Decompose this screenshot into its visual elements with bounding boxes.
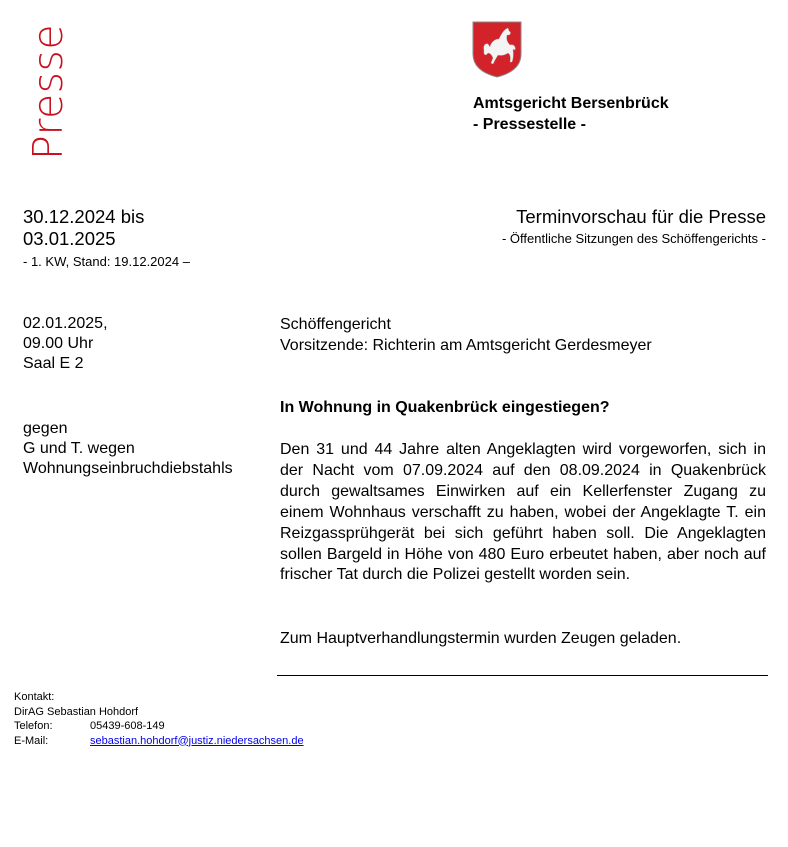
lower-saxony-horse-crest-icon <box>471 20 523 78</box>
horizontal-divider <box>277 675 768 676</box>
week-status: - 1. KW, Stand: 19.12.2024 – <box>23 254 190 269</box>
date-range <box>23 206 144 250</box>
date-range-end: 03.01.2025 <box>23 228 116 249</box>
contact-block <box>14 690 304 748</box>
session-body: Den 31 und 44 Jahre alten Angeklagten wird vorgeworfen, sich in der Nacht vom 07.09.2024 auf den 08.09.2024 in Quakenbrück durch gewaltsames Einwirken auf ein Kellerfenster Zugang zu einem Wohnhaus verschafft zu haben, wobei der Angeklagte T. ein Reizgassprühgerät bei sich geführt haben soll. Die Angeklagten sollen Bargeld in Höhe von 480 Euro erbeutet haben, aber noch auf frischer Tat durch die Polizei gestellt worden sein. <box>280 441 766 584</box>
contact-heading: Kontakt: <box>14 691 55 703</box>
contact-email-link[interactable]: sebastian.hohdorf@justiz.niedersachsen.de <box>90 734 304 747</box>
court-name: Amtsgericht Bersenbrück <box>473 95 669 112</box>
session-time: 09.00 Uhr <box>23 335 94 352</box>
court-office: - Pressestelle - <box>473 116 586 133</box>
session-court-type: Schöffengericht <box>280 316 391 333</box>
contact-email-row <box>14 734 304 749</box>
presse-vertical-label: Presse <box>24 23 72 160</box>
session-charge: Wohnungseinbruchdiebstahls <box>23 460 233 477</box>
court-block <box>473 93 669 135</box>
contact-name: DirAG Sebastian Hohdorf <box>14 705 139 718</box>
contact-email-label: E-Mail: <box>14 734 49 747</box>
session-defendants: G und T. wegen <box>23 440 135 457</box>
preview-title: Terminvorschau für die Presse <box>516 206 766 227</box>
preview-subtitle: - Öffentliche Sitzungen des Schöffengerichts - <box>501 231 766 246</box>
contact-phone: 05439-608-149 <box>90 720 165 732</box>
contact-phone-label: Telefon: <box>14 720 53 732</box>
session-court-info <box>280 314 766 356</box>
session-note: Zum Hauptverhandlungstermin wurden Zeugen geladen. <box>280 630 682 647</box>
session-date: 02.01.2025, <box>23 315 108 332</box>
session-presiding-judge: Vorsitzende: Richterin am Amtsgericht Gerdesmeyer <box>280 337 652 354</box>
session-against: gegen <box>23 420 68 437</box>
session-headline: In Wohnung in Quakenbrück eingestiegen? <box>280 399 610 416</box>
session-parties <box>23 419 273 479</box>
date-range-start: 30.12.2024 bis <box>23 206 145 227</box>
session-when-where <box>23 314 273 374</box>
session-room: Saal E 2 <box>23 355 84 372</box>
contact-phone-row <box>14 719 304 734</box>
